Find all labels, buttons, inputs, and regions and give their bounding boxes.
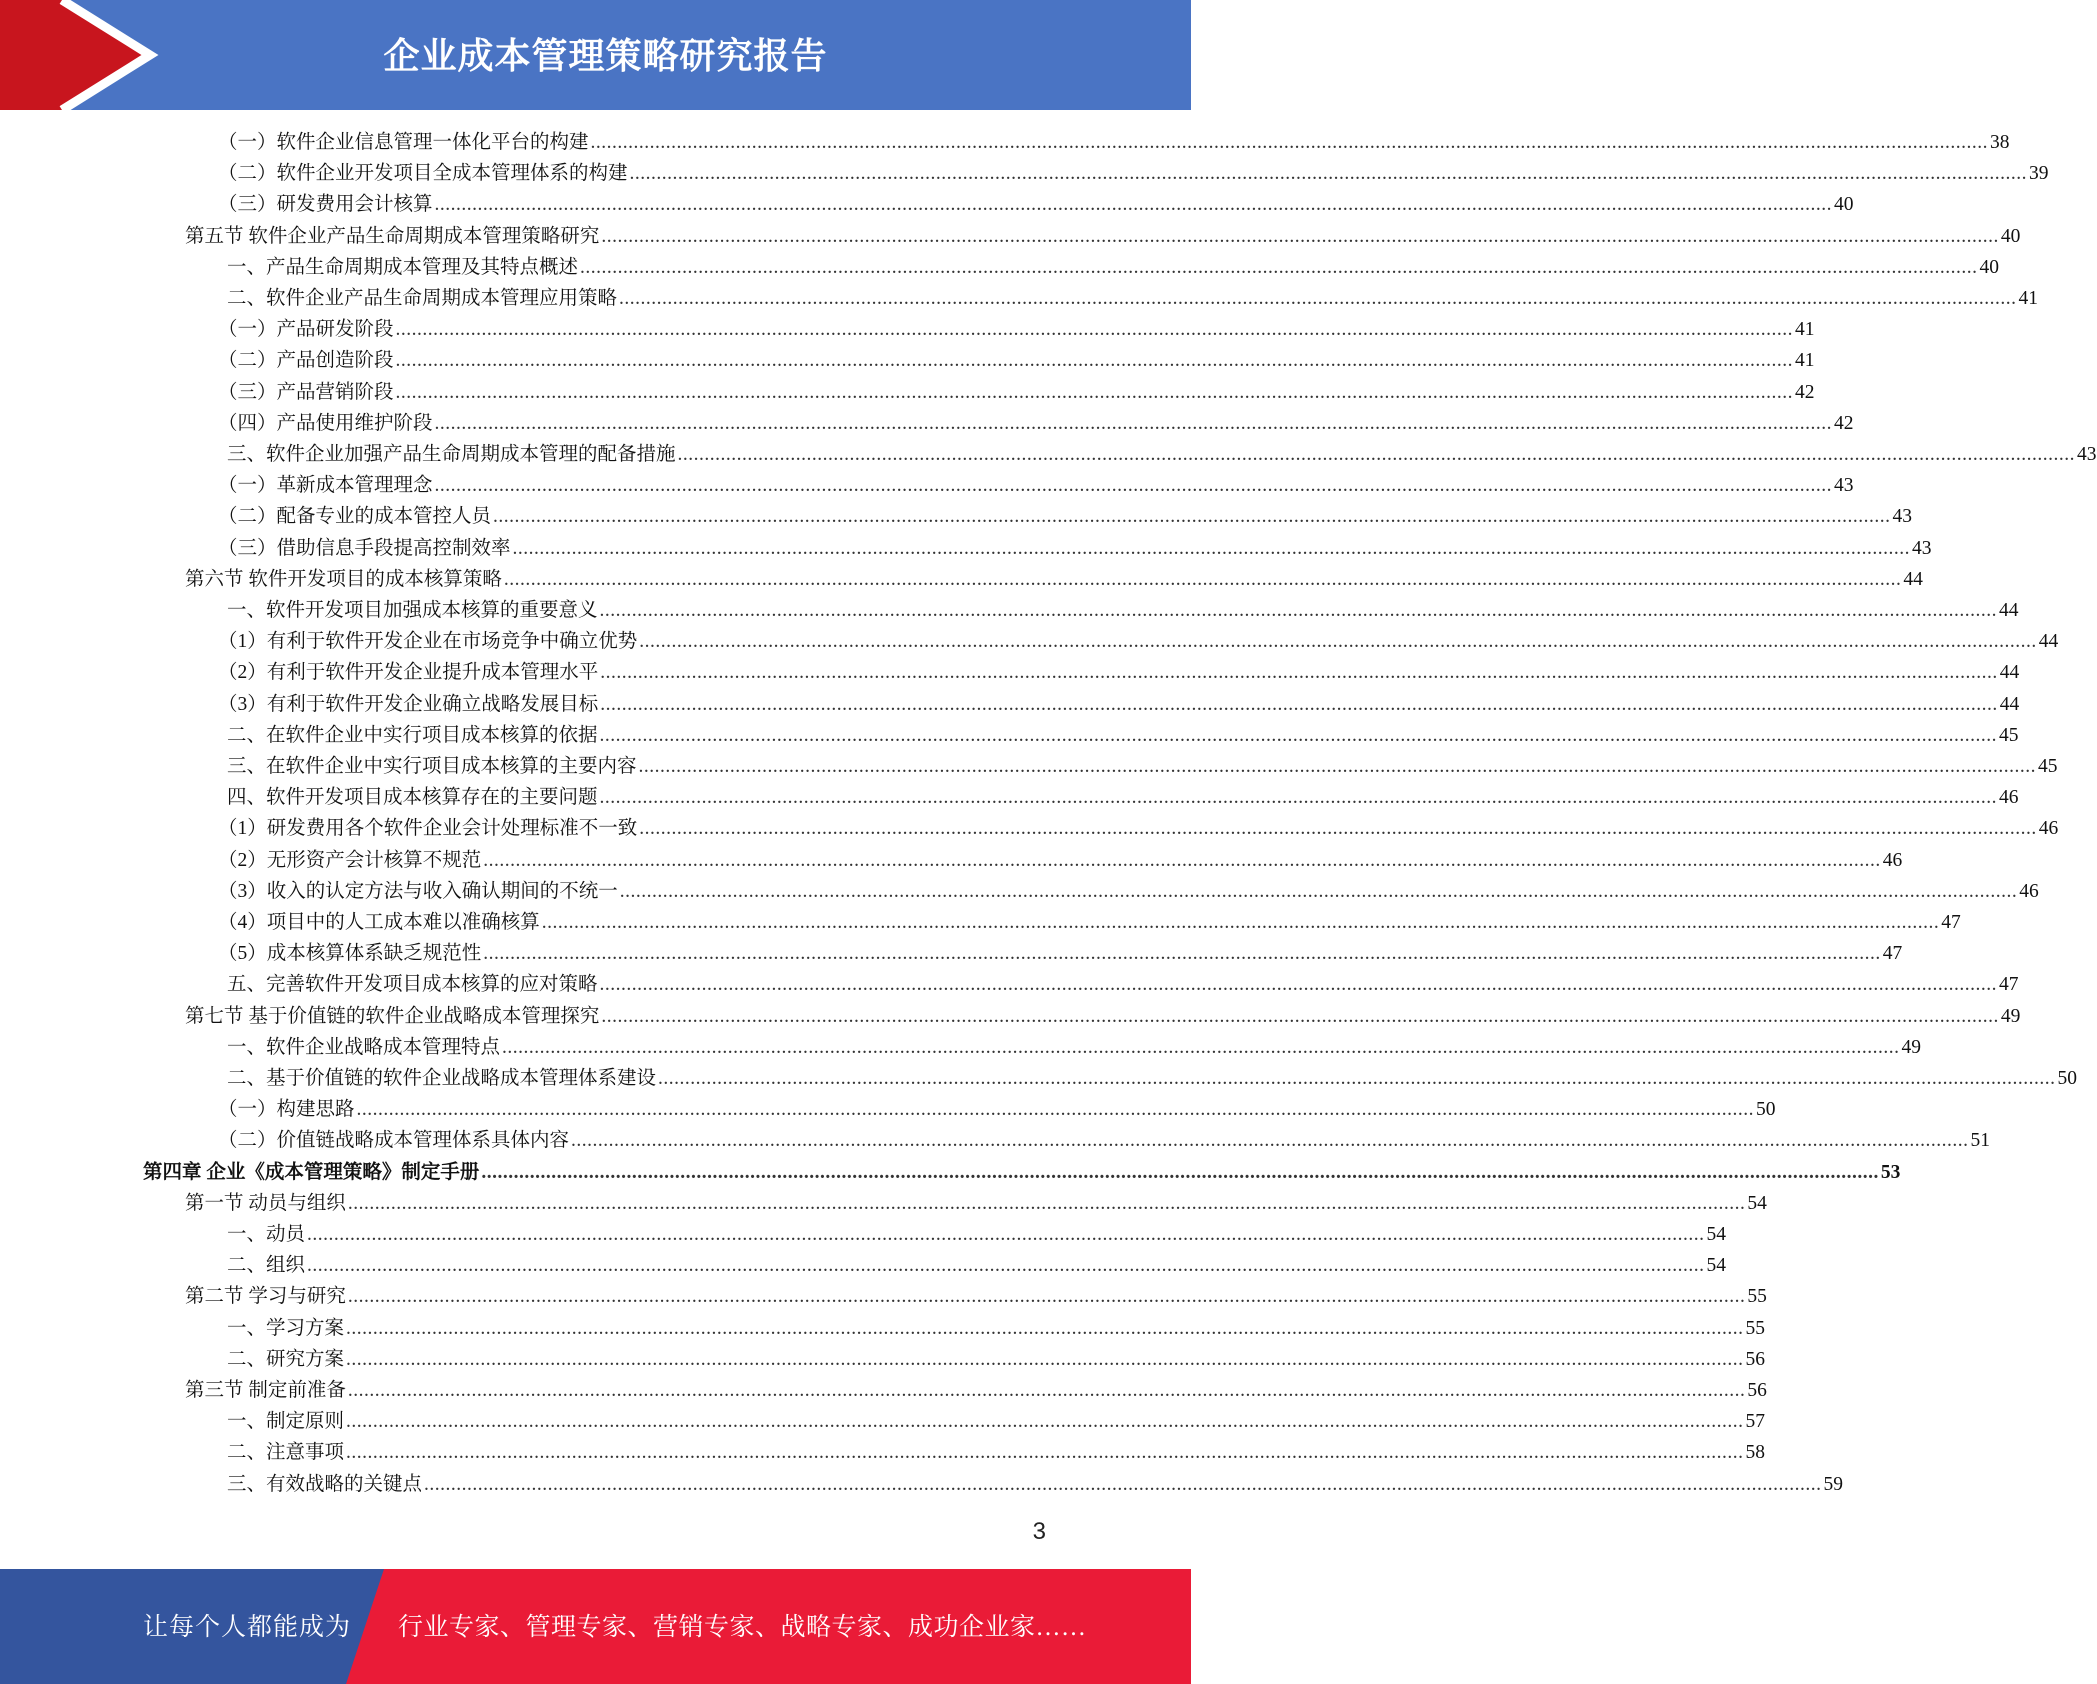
toc-entry-title: 第四章 企业《成本管理策略》制定手册 [143, 1162, 480, 1183]
toc-entry-title: （三）借助信息手段提高控制效率 [218, 538, 511, 559]
toc-dot-leader: .................................................................................................................................................................................................................................................................... [346, 1411, 1744, 1432]
toc-dot-leader: .................................................................................................................................................................................................................................................................... [600, 662, 1998, 683]
toc-entry-title: 三、在软件企业中实行项目成本核算的主要内容 [227, 756, 637, 777]
toc-entry[interactable] [185, 1001, 2021, 1032]
toc-dot-leader: .................................................................................................................................................................................................................................................................... [481, 1162, 1879, 1183]
toc-entry-page: 43 [1834, 475, 1854, 496]
toc-entry[interactable] [227, 1313, 1766, 1344]
toc-entry[interactable] [218, 127, 2010, 158]
toc-entry[interactable] [227, 782, 2019, 813]
toc-entry[interactable] [143, 1157, 1901, 1188]
toc-entry-title: 二、基于价值链的软件企业战略成本管理体系建设 [227, 1068, 657, 1089]
footer-slogan-left: 让每个人都能成为 [143, 1614, 352, 1641]
toc-dot-leader: .................................................................................................................................................................................................................................................................... [356, 1099, 1755, 1120]
toc-entry-title: （3）收入的认定方法与收入确认期间的不统一 [218, 881, 618, 902]
toc-entry-title: 四、软件开发项目成本核算存在的主要问题 [227, 787, 598, 808]
toc-entry[interactable] [218, 689, 2020, 720]
toc-entry-title: （一）产品研发阶段 [218, 319, 394, 340]
toc-entry[interactable] [227, 969, 2019, 1000]
toc-dot-leader: .................................................................................................................................................................................................................................................................... [541, 912, 1940, 933]
toc-dot-leader: .................................................................................................................................................................................................................................................................... [346, 1349, 1744, 1370]
toc-entry-page: 56 [1745, 1349, 1766, 1370]
toc-entry-title: 五、完善软件开发项目成本核算的应对策略 [227, 974, 598, 995]
toc-entry[interactable] [185, 564, 1923, 595]
toc-dot-leader: .................................................................................................................................................................................................................................................................... [434, 475, 1833, 496]
toc-entry[interactable] [227, 720, 2019, 751]
toc-entry-page: 51 [1970, 1130, 1991, 1151]
toc-entry-page: 42 [1834, 413, 1854, 434]
toc-entry-title: （1）研发费用各个软件企业会计处理标准不一致 [218, 818, 638, 839]
toc-entry[interactable] [185, 1375, 1767, 1406]
toc-entry-page: 40 [2000, 226, 2021, 247]
toc-entry-title: （一）构建思路 [218, 1099, 355, 1120]
toc-entry-title: 一、动员 [227, 1224, 306, 1245]
toc-entry-page: 47 [1999, 974, 2019, 995]
toc-dot-leader: .................................................................................................................................................................................................................................................................... [346, 1442, 1744, 1463]
toc-dot-leader: .................................................................................................................................................................................................................................................................... [599, 787, 1998, 808]
toc-entry[interactable] [218, 158, 2049, 189]
toc-entry-page: 44 [1999, 694, 2020, 715]
toc-entry-page: 47 [1941, 912, 1961, 933]
toc-entry-title: 二、在软件企业中实行项目成本核算的依据 [227, 725, 598, 746]
toc-entry-title: （二）产品创造阶段 [218, 350, 394, 371]
toc-entry[interactable] [227, 751, 2058, 782]
toc-entry[interactable] [227, 1437, 1766, 1468]
toc-dot-leader: .................................................................................................................................................................................................................................................................... [638, 756, 2037, 777]
toc-entry-title: 一、软件开发项目加强成本核算的重要意义 [227, 600, 598, 621]
toc-dot-leader: .................................................................................................................................................................................................................................................................... [601, 226, 1999, 247]
toc-entry-page: 43 [2077, 444, 2097, 465]
toc-entry[interactable] [227, 283, 2039, 314]
toc-entry-title: 三、有效战略的关键点 [227, 1474, 423, 1495]
toc-entry[interactable] [218, 845, 1903, 876]
toc-entry-title: 第二节 学习与研究 [185, 1286, 346, 1307]
toc-dot-leader: .................................................................................................................................................................................................................................................................... [434, 194, 1833, 215]
toc-entry-page: 43 [1892, 506, 1913, 527]
toc-entry-page: 41 [2018, 288, 2039, 309]
page-number: 3 [1032, 1518, 1046, 1545]
toc-entry-page: 49 [2000, 1006, 2021, 1027]
toc-entry-title: 二、组织 [227, 1255, 306, 1276]
toc-entry[interactable] [218, 813, 2059, 844]
toc-entry-title: （二）价值链战略成本管理体系具体内容 [218, 1130, 570, 1151]
toc-entry-title: （5）成本核算体系缺乏规范性 [218, 943, 482, 964]
toc-entry-title: 一、制定原则 [227, 1411, 345, 1432]
toc-entry-page: 46 [1882, 850, 1903, 871]
toc-dot-leader: .................................................................................................................................................................................................................................................................... [658, 1068, 2056, 1089]
toc-entry[interactable] [218, 408, 1854, 439]
toc-entry-title: 第七节 基于价值链的软件企业战略成本管理探究 [185, 1006, 600, 1027]
toc-entry[interactable] [227, 439, 2097, 470]
toc-entry-title: 一、产品生命周期成本管理及其特点概述 [227, 257, 579, 278]
toc-entry[interactable] [218, 377, 1815, 408]
toc-entry-title: 第五节 软件企业产品生命周期成本管理策略研究 [185, 226, 600, 247]
toc-entry[interactable] [218, 470, 1854, 501]
toc-entry[interactable] [218, 1094, 1776, 1125]
toc-dot-leader: .................................................................................................................................................................................................................................................................... [512, 538, 1911, 559]
toc-entry-page: 59 [1823, 1474, 1844, 1495]
toc-entry-title: 一、学习方案 [227, 1318, 345, 1339]
toc-entry-page: 40 [1979, 257, 2000, 278]
toc-entry-page: 54 [1747, 1193, 1767, 1214]
toc-entry-title: 第一节 动员与组织 [185, 1193, 346, 1214]
toc-entry[interactable] [218, 189, 1854, 220]
toc-dot-leader: .................................................................................................................................................................................................................................................................... [307, 1224, 1705, 1245]
toc-entry-page: 40 [1834, 194, 1854, 215]
toc-entry[interactable] [185, 221, 2021, 252]
toc-entry-page: 46 [2038, 818, 2059, 839]
toc-entry-title: （2）有利于软件开发企业提升成本管理水平 [218, 662, 599, 683]
toc-entry-title: （3）有利于软件开发企业确立战略发展目标 [218, 694, 599, 715]
toc-entry-page: 43 [1912, 538, 1932, 559]
toc-entry-page: 54 [1706, 1224, 1727, 1245]
toc-entry-title: （三）产品营销阶段 [218, 382, 394, 403]
toc-dot-leader: .................................................................................................................................................................................................................................................................... [434, 413, 1833, 434]
toc-entry[interactable] [227, 1469, 1844, 1500]
toc-entry-title: （二）配备专业的成本管控人员 [218, 506, 492, 527]
toc-dot-leader: .................................................................................................................................................................................................................................................................... [503, 569, 1902, 590]
toc-entry-title: （一）革新成本管理理念 [218, 475, 433, 496]
toc-entry-page: 41 [1795, 319, 1815, 340]
toc-entry-page: 57 [1745, 1411, 1766, 1432]
toc-dot-leader: .................................................................................................................................................................................................................................................................... [502, 1037, 1900, 1058]
toc-entry-title: （二）软件企业开发项目全成本管理体系的构建 [218, 163, 628, 184]
toc-entry[interactable] [218, 876, 2039, 907]
toc-dot-leader: .................................................................................................................................................................................................................................................................... [347, 1380, 1746, 1401]
toc-entry-page: 50 [1756, 1099, 1776, 1120]
toc-dot-leader: .................................................................................................................................................................................................................................................................... [639, 818, 2037, 839]
toc-entry-page: 56 [1747, 1380, 1767, 1401]
toc-entry[interactable] [218, 533, 1932, 564]
toc-dot-leader: .................................................................................................................................................................................................................................................................... [590, 132, 1989, 153]
toc-entry-title: 第三节 制定前准备 [185, 1380, 346, 1401]
toc-entry[interactable] [218, 907, 1961, 938]
toc-entry[interactable] [227, 1250, 1727, 1281]
toc-dot-leader: .................................................................................................................................................................................................................................................................... [639, 631, 2037, 652]
toc-entry-page: 44 [1999, 662, 2020, 683]
toc-entry-title: 二、研究方案 [227, 1349, 345, 1370]
toc-entry[interactable] [218, 626, 2059, 657]
toc-entry-page: 38 [1990, 132, 2010, 153]
toc-entry-page: 50 [2057, 1068, 2078, 1089]
toc-dot-leader: .................................................................................................................................................................................................................................................................... [601, 1006, 1999, 1027]
toc-dot-leader: .................................................................................................................................................................................................................................................................... [347, 1286, 1746, 1307]
toc-dot-leader: .................................................................................................................................................................................................................................................................... [571, 1130, 1969, 1151]
toc-entry-page: 47 [1882, 943, 1903, 964]
page-header [0, 0, 1191, 110]
toc-entry[interactable] [227, 252, 2000, 283]
document-title: 企业成本管理策略研究报告 [383, 36, 828, 77]
toc-dot-leader: .................................................................................................................................................................................................................................................................... [493, 506, 1891, 527]
toc-entry[interactable] [218, 938, 1903, 969]
toc-entry-title: （四）产品使用维护阶段 [218, 413, 433, 434]
toc-dot-leader: .................................................................................................................................................................................................................................................................... [483, 943, 1881, 964]
footer-slogan-right: 行业专家、管理专家、营销专家、战略专家、成功企业家…… [398, 1614, 1087, 1641]
toc-entry[interactable] [227, 1219, 1727, 1250]
toc-entry-title: （1）有利于软件开发企业在市场竞争中确立优势 [218, 631, 638, 652]
toc-dot-leader: .................................................................................................................................................................................................................................................................... [395, 350, 1794, 371]
toc-entry-title: （4）项目中的人工成本难以准确核算 [218, 912, 540, 933]
toc-entry[interactable] [227, 1063, 2078, 1094]
toc-dot-leader: .................................................................................................................................................................................................................................................................... [424, 1474, 1822, 1495]
toc-entry-page: 39 [2029, 163, 2049, 184]
toc-entry-page: 45 [1999, 725, 2019, 746]
toc-entry[interactable] [227, 1032, 1922, 1063]
toc-dot-leader: .................................................................................................................................................................................................................................................................... [599, 600, 1998, 621]
page-footer [0, 1569, 1191, 1684]
toc-dot-leader: .................................................................................................................................................................................................................................................................... [307, 1255, 1705, 1276]
toc-entry-title: 二、注意事项 [227, 1442, 345, 1463]
toc-entry[interactable] [185, 1281, 1767, 1312]
toc-entry-title: （2）无形资产会计核算不规范 [218, 850, 482, 871]
toc-entry-page: 44 [2038, 631, 2059, 652]
toc-dot-leader: .................................................................................................................................................................................................................................................................... [347, 1193, 1746, 1214]
toc-entry[interactable] [218, 1125, 1991, 1156]
toc-entry-title: 二、软件企业产品生命周期成本管理应用策略 [227, 288, 618, 309]
toc-entry-page: 42 [1795, 382, 1815, 403]
toc-entry[interactable] [227, 1406, 1766, 1437]
toc-entry-page: 45 [2038, 756, 2058, 777]
toc-entry-page: 55 [1747, 1286, 1767, 1307]
toc-dot-leader: .................................................................................................................................................................................................................................................................... [599, 725, 1998, 746]
toc-dot-leader: .................................................................................................................................................................................................................................................................... [600, 694, 1998, 715]
toc-dot-leader: .................................................................................................................................................................................................................................................................... [619, 881, 2018, 902]
toc-entry-title: 一、软件企业战略成本管理特点 [227, 1037, 501, 1058]
toc-dot-leader: .................................................................................................................................................................................................................................................................... [599, 974, 1998, 995]
toc-entry-page: 49 [1901, 1037, 1922, 1058]
toc-entry[interactable] [218, 501, 1913, 532]
toc-entry-title: （三）研发费用会计核算 [218, 194, 433, 215]
toc-entry[interactable] [227, 1344, 1766, 1375]
toc-entry-page: 44 [1903, 569, 1923, 590]
toc-entry-page: 55 [1745, 1318, 1766, 1339]
toc-entry-title: 第六节 软件开发项目的成本核算策略 [185, 569, 502, 590]
toc-dot-leader: .................................................................................................................................................................................................................................................................... [677, 444, 2076, 465]
toc-dot-leader: .................................................................................................................................................................................................................................................................... [483, 850, 1881, 871]
toc-entry[interactable] [227, 595, 2019, 626]
toc-entry-title: 三、软件企业加强产品生命周期成本管理的配备措施 [227, 444, 676, 465]
toc-dot-leader: .................................................................................................................................................................................................................................................................... [395, 382, 1794, 403]
toc-entry[interactable] [218, 345, 1815, 376]
toc-dot-leader: .................................................................................................................................................................................................................................................................... [629, 163, 2028, 184]
toc-entry-page: 44 [1999, 600, 2019, 621]
toc-entry-title: （一）软件企业信息管理一体化平台的构建 [218, 132, 589, 153]
toc-dot-leader: .................................................................................................................................................................................................................................................................... [395, 319, 1794, 340]
toc-entry[interactable] [218, 314, 1815, 345]
toc-dot-leader: .................................................................................................................................................................................................................................................................... [346, 1318, 1744, 1339]
toc-dot-leader: .................................................................................................................................................................................................................................................................... [580, 257, 1978, 278]
toc-entry-page: 41 [1795, 350, 1815, 371]
toc-entry-page: 46 [1999, 787, 2019, 808]
toc-entry-page: 46 [2019, 881, 2039, 902]
toc-entry[interactable] [218, 657, 2020, 688]
toc-entry-page: 58 [1745, 1442, 1766, 1463]
toc-dot-leader: .................................................................................................................................................................................................................................................................... [619, 288, 2017, 309]
toc-entry[interactable] [185, 1188, 1767, 1219]
toc-entry-page: 53 [1880, 1162, 1901, 1183]
toc-entry-page: 54 [1706, 1255, 1727, 1276]
